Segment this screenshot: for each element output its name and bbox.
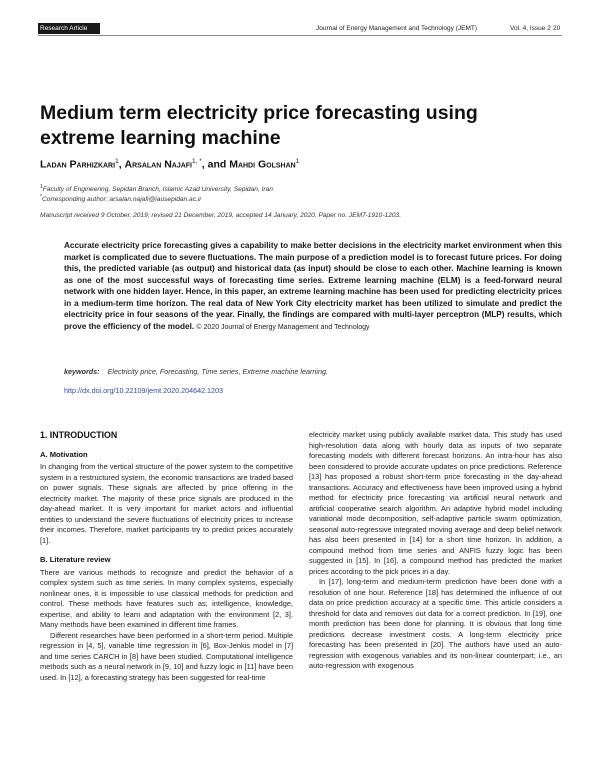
corresponding-author [40, 194, 202, 203]
keywords [64, 367, 328, 376]
article-type-label: Research Article [40, 25, 88, 32]
subsection-heading: B. Literature review [40, 555, 111, 564]
corresponding-email: Corresponding author: arsalan.najafi@iausepidan.ac.ir [41, 196, 202, 204]
subsection-heading: A. Motivation [40, 449, 88, 459]
copyright-notice: © 2020 Journal of Energy Management and Technology [196, 323, 370, 331]
author-affil-mark: 1, * [192, 158, 202, 165]
body-paragraph: electricity market using publicly available market data. This study has used high-resolution data along with hourly data as inputs of two separate forecasting models with different forecast horizons. An intra-hour has also been considered to provide accurate updates on price predictions. Reference [13] has proposed a robust short-term price forecasting in the day-ahead transactions. Accuracy and effectiveness have been improved using a hybrid method for electricity price forecasting via artificial neural network and artificial cooperative search algorithm. An adaptive hybrid model including variational mode decomposition, self-adaptive particle swarm optimization, seasonal auto-regressive integrated moving average and deep belief network has also been presented in [14] for a short time horizon. In addition, a compound method from time series and ANFIS fuzzy logic has been suggested in [15]. In [16], a compound method has predicted the market prices according to the pick prices in a day. [309, 430, 562, 576]
journal-name: Journal of Energy Management and Technology (JEMT) [316, 25, 478, 32]
corresponding-mark: * [40, 194, 42, 200]
body-paragraph: Different researches have been performed in a short-term period. Multiple regression in [4, 5], variable time regression in [6], Box-Jenkis model in [7] and time series CARCH in [8] have been studied. Computational intelligence methods such as a neural network in [9, 10] and fuzzy logic in [11] have been used. In [12], a forecasting strategy has been suggested for real-time [40, 630, 293, 682]
left-column [40, 430, 293, 683]
affiliation-text: Faculty of Engineering, Sepidan Branch, Islamic Azad University, Sepidan, Iran [42, 186, 273, 194]
abstract-text: Accurate electricity price forecasting gives a capability to make better decisions in the electricity market environment when this market is complicated due to severe fluctuations. The main purpose of a prediction model is to forecast future prices. For doing this, the predicted variable (as output) and historical data (as input) should be close to each other. Machine learning is known as one of the most successful ways of forecasting time series. Extreme learning machine (ELM) is a feed-forward neural network with one hidden layer. Hence, in this paper, an extreme learning machine has been used for predicting electricity prices in a medium-term time horizon. The real data of New York City electricity market has been utilized to simulate and predict the electricity price in four seasons of the year. Finally, the findings are compared with multi-layer perceptron (MLP) results, which prove the efficiency of the model. [64, 241, 562, 331]
author-name: Ladan Parhizkari [40, 158, 116, 171]
body-paragraph: In [17], long-term and medium-term prediction have been done with a resolution of one hour. Reference [18] has determined the influence of out data on price prediction accuracy at a specific time. This article considers a threshold for data and removes out data for a correct prediction. In [19], one month prediction has been done for planning. It is obvious that long time predictions decrease investment costs. A long-term electricity price forecasting has been presented in [20]. The authors have used an auto-regression with exogenous variables and its non-linear counterpart; i.e., an auto-regression with exogenous [309, 577, 562, 670]
author-separator: , [118, 158, 125, 171]
affiliation-mark: 1 [40, 184, 43, 190]
keywords-list: Electricity price, Forecasting, Time series, Extreme machine learning. [107, 367, 328, 376]
author-name: Mahdi Golshan [229, 158, 296, 171]
author-affil-mark: 1 [295, 158, 300, 165]
author-name: Arsalan Najafi [124, 158, 193, 171]
doi-link[interactable]: http://dx.doi.org/10.22109/jemt.2020.204642.1203 [64, 386, 224, 395]
section-heading: 1. INTRODUCTION [40, 430, 118, 440]
abstract [64, 240, 562, 333]
affiliation [40, 184, 273, 193]
author-separator: , and [201, 158, 230, 171]
author-list [40, 158, 299, 171]
header-divider [38, 35, 562, 36]
body-paragraph: There are various methods to recognize and predict the behavior of a complex system such as time series. In many complex systems, especially nonlinear ones, it is impossible to use classical methods for prediction and control. These methods have features such as; intelligence, knowledge, expertise, and ability to learn and adaptation with the environment [2, 3]. Many methods have been examined in different time frames. [40, 567, 293, 629]
right-column [309, 430, 562, 672]
paper-title: Medium term electricity price forecasting using extreme learning machine [40, 102, 478, 149]
page-number: 20 [553, 25, 561, 32]
manuscript-history: Manuscript received 9 October, 2019; revised 21 December, 2019, accepted 14 January, 2020. Paper no. JEMT-1910-1203. [40, 212, 402, 219]
keywords-label: keywords: [64, 367, 100, 376]
body-paragraph: In changing from the vertical structure of the power system to the competitive system in a restructured system, the economic transactions are traded based on power signals. These signals are affected by price offering in the electricity market. The majority of these price signals are produced in the day-ahead market. It is very important for market actors and influential entities to understand the severe fluctuations of electricity prices to increase their incomes. Therefore, market participants try to predict prices accurately [1]. [40, 462, 293, 545]
volume-issue: Vol. 4, Issue 2 [510, 25, 551, 32]
author-affil-mark: 1 [115, 158, 119, 165]
